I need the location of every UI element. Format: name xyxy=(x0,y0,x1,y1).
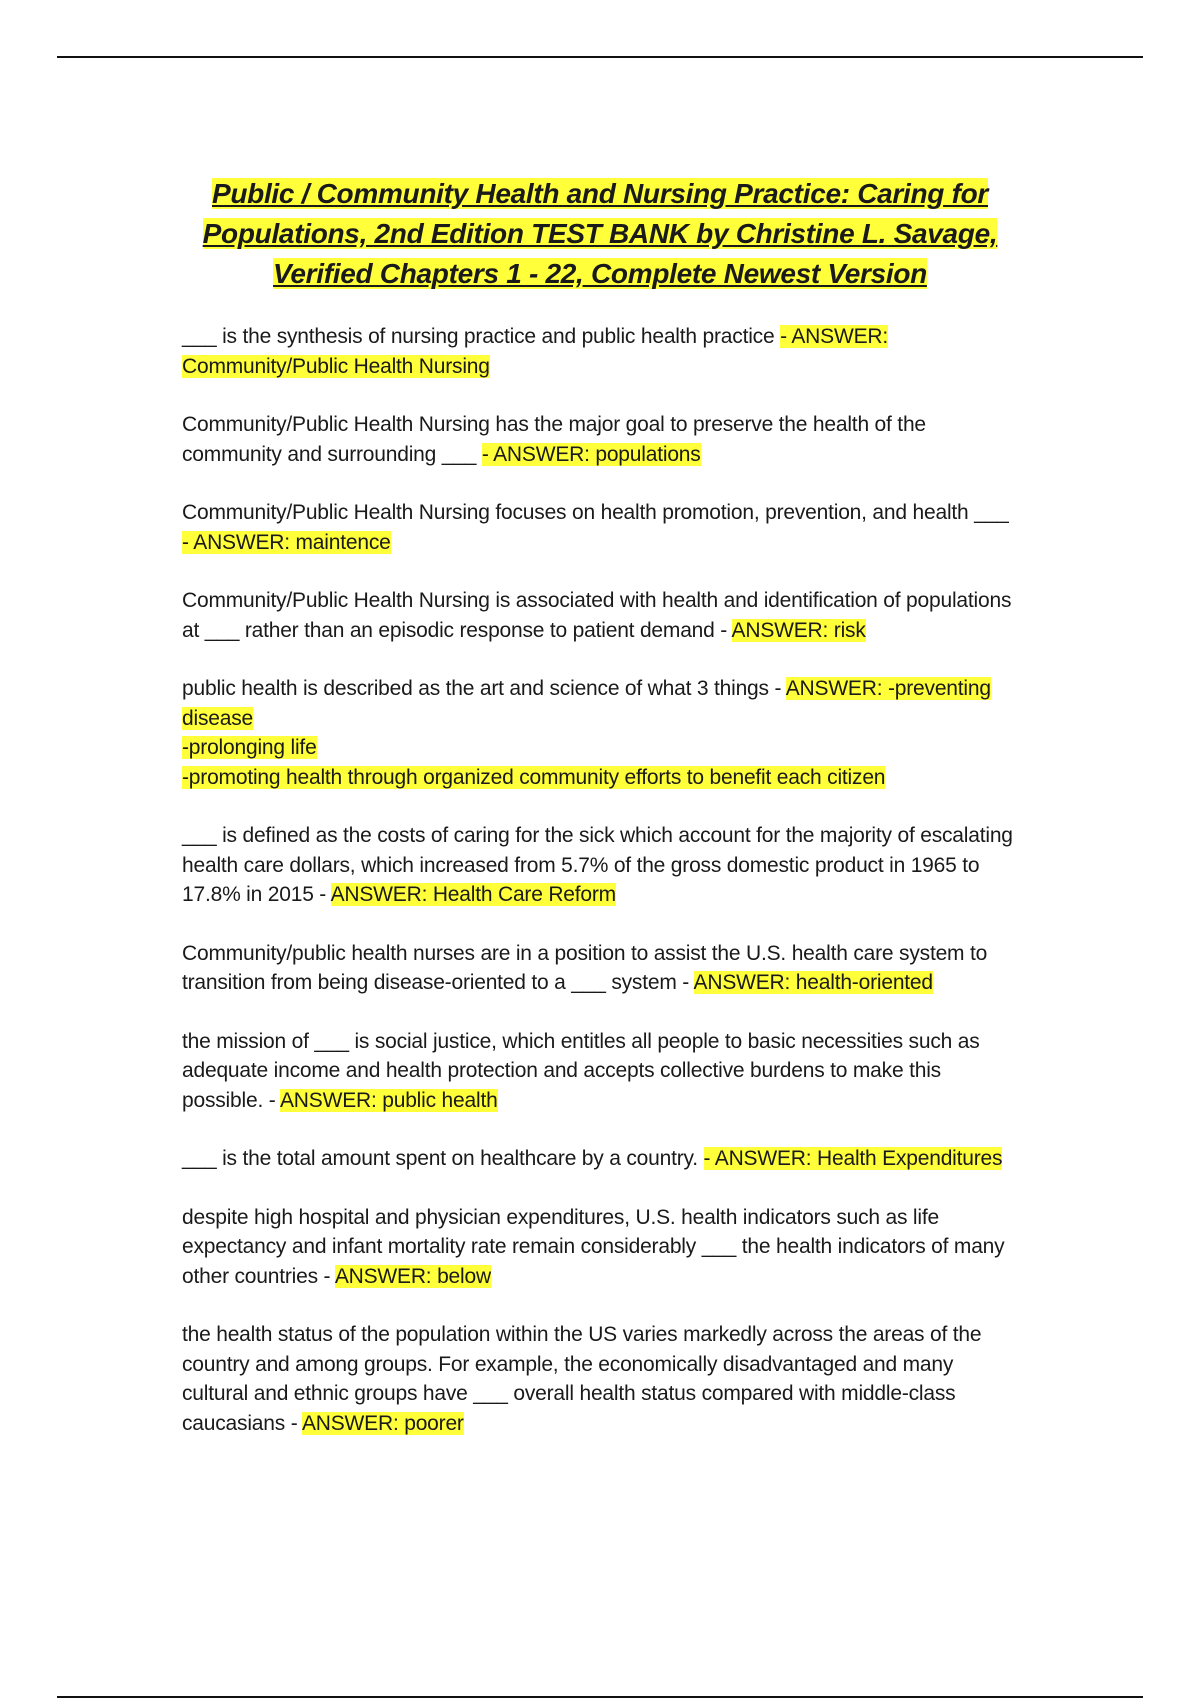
qa-question: Community/Public Health Nursing is associated with health and identification of populations at ___ rather than an episodic response to patient demand - xyxy=(182,589,1012,642)
footer-rule xyxy=(57,1696,1143,1698)
qa-question: Community/public health nurses are in a position to assist the U.S. health care system to transition from being disease-oriented to a ___ system - xyxy=(182,941,988,994)
qa-answer: - ANSWER: populations xyxy=(481,442,701,466)
qa-list xyxy=(182,322,1020,1467)
qa-item xyxy=(182,498,1020,557)
qa-item xyxy=(182,939,1020,998)
qa-question: the mission of ___ is social justice, which entitles all people to basic necessities such as adequate income and health protection and accepts collective burdens to make this possible. - xyxy=(182,1029,980,1112)
qa-question: public health is described as the art and science of what 3 things - xyxy=(182,677,786,700)
qa-question: ___ is the total amount spent on healthcare by a country. xyxy=(182,1147,704,1170)
qa-item xyxy=(182,1027,1020,1116)
qa-answer: ANSWER: -preventing disease -prolonging life -promoting health through organized community efforts to benefit each citizen xyxy=(182,677,991,789)
qa-item xyxy=(182,674,1020,792)
qa-question: Community/Public Health Nursing focuses on health promotion, prevention, and health ___ xyxy=(182,501,1009,524)
qa-question: ___ is the synthesis of nursing practice and public health practice xyxy=(182,325,781,348)
qa-answer: - ANSWER: Health Expenditures xyxy=(703,1147,1003,1170)
qa-answer: - ANSWER: Community/Public Health Nursing xyxy=(182,325,888,378)
qa-answer: ANSWER: Health Care Reform xyxy=(330,883,616,906)
qa-answer: - ANSWER: maintence xyxy=(182,530,391,554)
qa-item xyxy=(182,410,1020,469)
qa-item xyxy=(182,322,1020,381)
qa-item xyxy=(182,821,1020,910)
qa-item xyxy=(182,1203,1020,1292)
qa-question: ___ is defined as the costs of caring for the sick which account for the majority of escalating health care dollars, which increased from 5.7% of the gross domestic product in 1965 to 17.8% in 2015 - xyxy=(182,824,1013,906)
document-title xyxy=(150,174,1050,294)
qa-question: despite high hospital and physician expenditures, U.S. health indicators such as life expectancy and infant mortality rate remain considerably ___ the health indicators of many other countries - xyxy=(182,1205,1005,1288)
qa-item xyxy=(182,586,1020,645)
header-rule xyxy=(57,56,1143,58)
qa-item xyxy=(182,1144,1020,1174)
qa-answer: ANSWER: below xyxy=(334,1264,491,1288)
qa-answer: ANSWER: poorer xyxy=(301,1411,464,1435)
qa-question: the health status of the population within the US varies markedly across the areas of the country and among groups. For example, the economically disadvantaged and many cultural and ethnic groups have ___ overall health status compared with middle-class caucasians - xyxy=(182,1323,982,1435)
qa-question: Community/Public Health Nursing has the major goal to preserve the health of the community and surrounding ___ xyxy=(182,413,926,466)
document-title-text: Public / Community Health and Nursing Practice: Caring for Populations, 2nd Edition TEST BANK by Christine L. Savage, Verified Chapters 1 - 22, Complete Newest Version xyxy=(202,178,998,289)
qa-answer: ANSWER: public health xyxy=(280,1088,498,1112)
qa-answer: ANSWER: health-oriented xyxy=(693,971,933,994)
qa-item xyxy=(182,1320,1020,1438)
qa-answer: ANSWER: risk xyxy=(731,618,866,642)
